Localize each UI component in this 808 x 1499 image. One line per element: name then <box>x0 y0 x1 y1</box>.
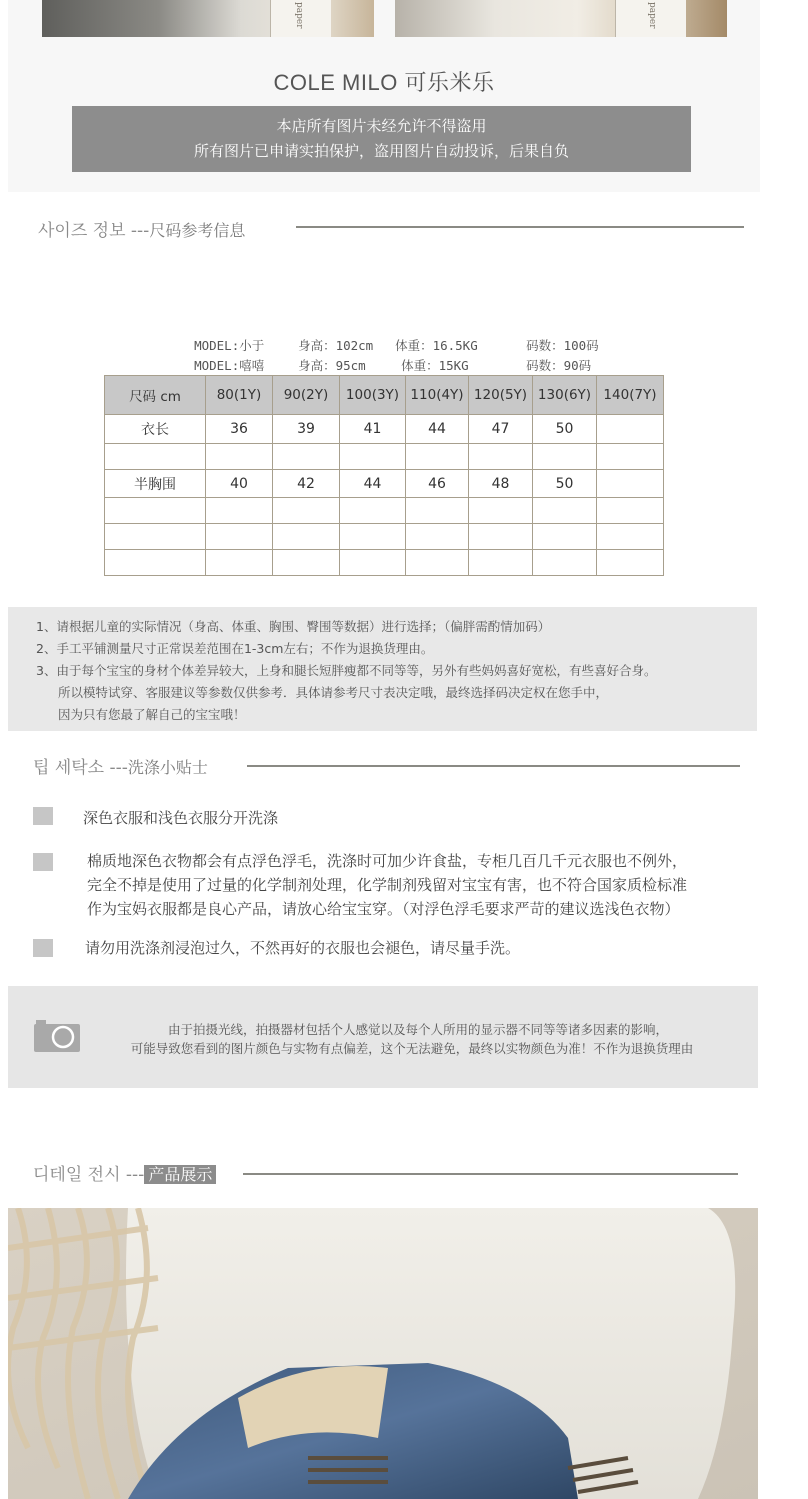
model-size: 码数：100码 <box>526 338 599 353</box>
table-cell <box>273 524 340 550</box>
tips-section-title-cn: 洗涤小贴士 <box>127 758 208 777</box>
table-cell <box>340 524 406 550</box>
product-photo-right <box>395 0 727 37</box>
notice-line-1: 本店所有图片未经允许不得盗用 <box>276 117 487 135</box>
header-cell: 90(2Y) <box>273 376 340 415</box>
table-row <box>105 415 664 444</box>
camera-icon <box>34 1016 80 1052</box>
model-height: 身高：102cm <box>298 338 374 353</box>
table-cell: 50 <box>533 470 597 498</box>
table-row <box>105 444 664 470</box>
header-cell: 130(6Y) <box>533 376 597 415</box>
size-notes <box>8 607 757 731</box>
table-cell: 衣长 <box>105 415 206 444</box>
table-cell <box>469 550 533 576</box>
table-cell <box>105 498 206 524</box>
table-cell <box>597 415 664 444</box>
model-weight: 体重：16.5KG <box>395 338 478 353</box>
table-cell <box>469 524 533 550</box>
tip-line: 作为宝妈衣服都是良心产品，请放心给宝宝穿。（对浮色浮毛要求严苛的建议选浅色衣物） <box>87 900 680 918</box>
table-cell <box>597 550 664 576</box>
table-cell <box>597 470 664 498</box>
detail-section-divider <box>243 1173 738 1175</box>
tip-line: 完全不掉是使用了过量的化学制剂处理，化学制剂残留对宝宝有害，也不符合国家质检标准 <box>87 876 688 894</box>
tip-line: 棉质地深色衣物都会有点浮色浮毛，洗涤时可加少许食盐，专柜几百几千元衣服也不例外， <box>87 852 688 870</box>
table-cell <box>206 524 273 550</box>
bullet-square <box>33 853 53 871</box>
tips-section-title-ko: 팁 세탁소 --- <box>33 758 128 778</box>
tips-section-divider <box>247 765 740 767</box>
table-cell <box>206 550 273 576</box>
table-cell <box>533 498 597 524</box>
model-weight: 体重：15KG <box>401 358 469 373</box>
model-info-row <box>179 341 591 374</box>
table-cell: 42 <box>273 470 340 498</box>
disclaimer-line-2: 可能导致您看到的图片颜色与实物有点偏差，这个无法避免，最终以实物颜色为准！不作为退换货理由 <box>130 1041 694 1056</box>
table-cell <box>533 444 597 470</box>
size-section-divider <box>296 226 744 228</box>
table-row <box>105 550 664 576</box>
table-cell <box>406 524 469 550</box>
paper-label-left: paper <box>294 2 304 29</box>
table-cell <box>273 550 340 576</box>
table-cell <box>340 498 406 524</box>
note-line: 所以模特试穿、客服建议等参数仅供参考．具体请参考尺寸表决定哦，最终选择码决定权在您手中， <box>58 685 609 700</box>
model-name: MODEL:嘻嘻 <box>194 358 265 373</box>
table-row <box>105 524 664 550</box>
denim-jacket-photo <box>8 1208 758 1499</box>
table-cell <box>406 444 469 470</box>
table-cell <box>597 444 664 470</box>
table-cell: 44 <box>406 415 469 444</box>
table-cell <box>206 498 273 524</box>
table-cell <box>469 444 533 470</box>
table-cell: 44 <box>340 470 406 498</box>
table-cell <box>105 444 206 470</box>
size-section-title-cn: 尺码参考信息 <box>149 221 246 240</box>
table-cell: 40 <box>206 470 273 498</box>
header-cell: 尺码 cm <box>105 376 206 415</box>
tips-section-title <box>33 753 208 778</box>
size-table <box>104 375 664 576</box>
note-line: 1、请根据儿童的实际情况（身高、体重、胸围、臀围等数据）进行选择；（偏胖需酌情加码） <box>36 619 551 634</box>
table-cell: 41 <box>340 415 406 444</box>
table-cell <box>469 498 533 524</box>
table-cell <box>340 550 406 576</box>
bullet-square <box>33 939 53 957</box>
table-cell <box>105 524 206 550</box>
tip-item <box>87 849 687 921</box>
header-cell: 120(5Y) <box>469 376 533 415</box>
tip-item: 深色衣服和浅色衣服分开洗涤 <box>83 809 279 827</box>
table-cell <box>406 550 469 576</box>
copyright-notice <box>72 106 691 172</box>
header-cell: 110(4Y) <box>406 376 469 415</box>
paper-label-right: paper <box>647 2 657 29</box>
table-cell <box>105 550 206 576</box>
table-cell <box>273 444 340 470</box>
size-table-header <box>105 376 664 415</box>
photo-disclaimer <box>8 986 758 1088</box>
table-cell <box>597 498 664 524</box>
detail-section-title-ko: 디테일 전시 --- <box>33 1165 145 1185</box>
table-row <box>105 470 664 498</box>
table-cell <box>406 498 469 524</box>
detail-section-title-cn: 产品展示 <box>144 1165 216 1184</box>
model-height: 身高：95cm <box>298 358 366 373</box>
header-cell: 80(1Y) <box>206 376 273 415</box>
table-cell: 36 <box>206 415 273 444</box>
model-size: 码数：90码 <box>526 358 592 373</box>
detail-product-photo <box>8 1208 758 1499</box>
note-line: 2、手工平铺测量尺寸正常误差范围在1-3cm左右；不作为退换货理由。 <box>36 641 434 656</box>
table-row <box>105 498 664 524</box>
disclaimer-line-1: 由于拍摄光线，拍摄器材包括个人感觉以及每个人所用的显示器不同等等诸多因素的影响， <box>167 1022 668 1037</box>
table-cell: 48 <box>469 470 533 498</box>
model-name: MODEL:小于 <box>194 338 265 353</box>
table-cell <box>533 524 597 550</box>
table-cell <box>533 550 597 576</box>
tip-item: 请勿用洗涤剂浸泡过久，不然再好的衣服也会褪色，请尽量手洗。 <box>85 939 521 957</box>
table-cell: 39 <box>273 415 340 444</box>
size-section-title <box>38 216 245 241</box>
product-photo-left <box>42 0 374 37</box>
header-cell: 140(7Y) <box>597 376 664 415</box>
table-cell: 47 <box>469 415 533 444</box>
note-line: 因为只有您最了解自己的宝宝哦！ <box>58 707 246 722</box>
notice-line-2: 所有图片已申请实拍保护，盗用图片自动投诉，后果自负 <box>193 142 569 160</box>
note-line: 3、由于每个宝宝的身材个体差异较大，上身和腿长短胖瘦都不同等等，另外有些妈妈喜好宽松，有些喜好合身。 <box>36 663 657 678</box>
table-cell: 46 <box>406 470 469 498</box>
header-cell: 100(3Y) <box>340 376 406 415</box>
table-cell <box>206 444 273 470</box>
size-section-title-ko: 사이즈 정보 --- <box>38 221 150 241</box>
table-cell <box>340 444 406 470</box>
bullet-square <box>33 807 53 825</box>
table-cell <box>597 524 664 550</box>
table-cell <box>273 498 340 524</box>
brand-name: COLE MILO 可乐米乐 <box>273 70 495 95</box>
table-cell: 50 <box>533 415 597 444</box>
table-cell: 半胸围 <box>105 470 206 498</box>
detail-section-title <box>33 1160 216 1185</box>
